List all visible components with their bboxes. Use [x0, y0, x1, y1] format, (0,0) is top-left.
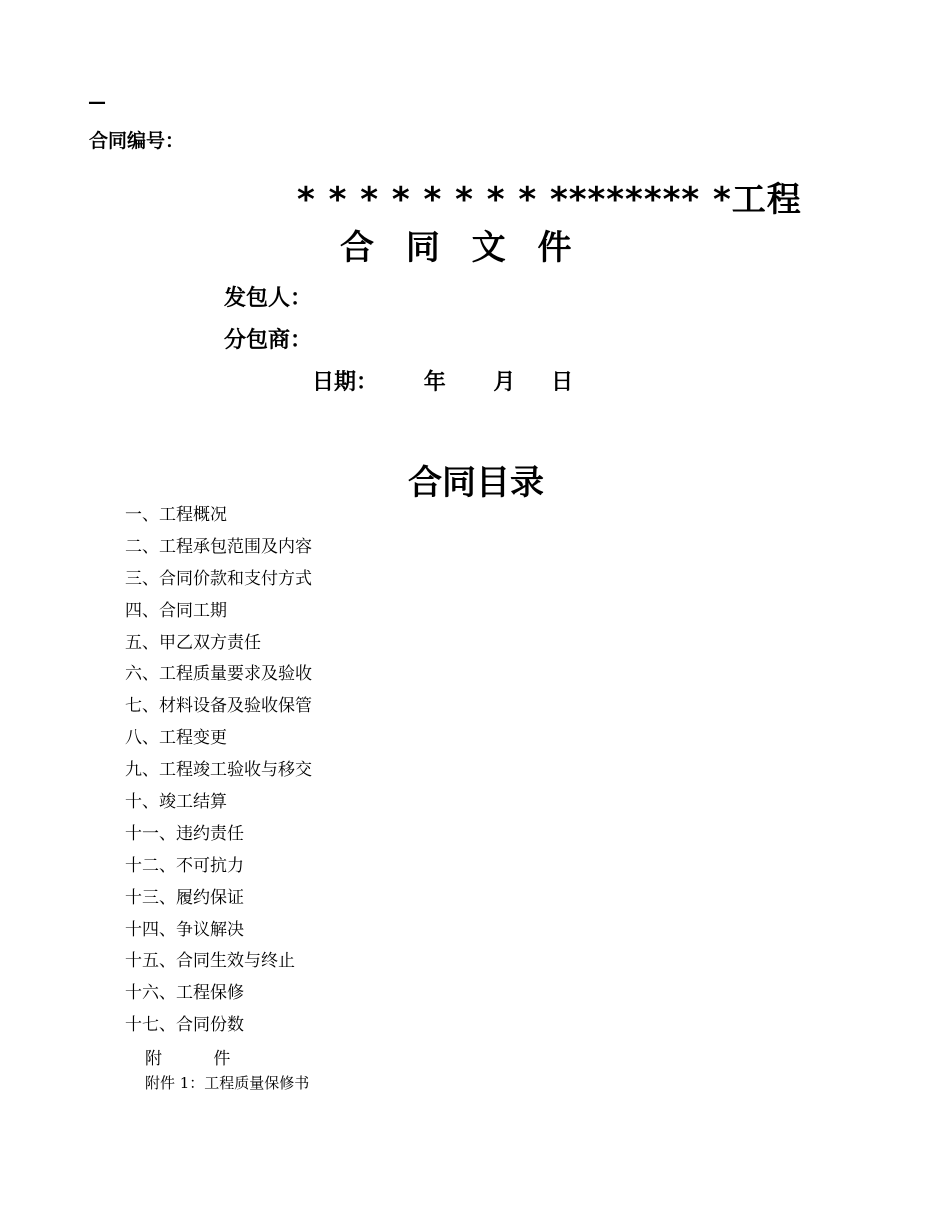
- toc-title: 合同目录: [408, 463, 544, 503]
- date-month: 月: [493, 370, 516, 395]
- toc-item: 十六、工程保修: [125, 983, 244, 1004]
- appendix-heading: [145, 1044, 230, 1069]
- toc-item: 七、材料设备及验收保管: [125, 696, 312, 717]
- contract-number-label: 合同编号：: [89, 130, 185, 152]
- appendix-heading-char-1: 附: [145, 1049, 162, 1069]
- employer-label: 发包人：: [224, 286, 313, 311]
- toc-item: 十一、违约责任: [125, 823, 244, 844]
- toc-item: 三、合同价款和支付方式: [125, 568, 312, 589]
- header-dash: —: [88, 92, 106, 113]
- toc-item: 一、工程概况: [125, 505, 227, 525]
- toc-item: 十七、合同份数: [125, 1015, 244, 1036]
- subcontractor-label: 分包商：: [224, 328, 313, 353]
- toc-item: 十五、合同生效与终止: [125, 951, 295, 972]
- toc-item: 二、工程承包范围及内容: [125, 536, 312, 557]
- toc-item: 十三、履约保证: [125, 887, 244, 908]
- date-day: 日: [551, 370, 574, 395]
- date-year: 年: [423, 370, 446, 395]
- toc-item: 八、工程变更: [125, 728, 227, 749]
- appendix-heading-char-2: 件: [213, 1049, 231, 1069]
- toc-item: 十、竣工结算: [125, 792, 227, 813]
- appendix-item: 附件 1：工程质量保修书: [145, 1074, 310, 1092]
- toc-item: 十四、争议解决: [125, 919, 244, 940]
- toc-item: 六、工程质量要求及验收: [125, 664, 312, 685]
- toc-list: [125, 502, 312, 1044]
- document-title: 合 同 文 件: [340, 228, 582, 268]
- toc-item: 九、工程竣工验收与移交: [125, 760, 312, 781]
- date-label: 日期：: [312, 370, 379, 395]
- date-row: [312, 365, 573, 396]
- project-title: * * * * * * * * ******** *工程: [297, 180, 802, 220]
- toc-item: 五、甲乙双方责任: [125, 632, 261, 653]
- toc-item: 十二、不可抗力: [125, 855, 244, 876]
- toc-item: 四、合同工期: [125, 600, 227, 621]
